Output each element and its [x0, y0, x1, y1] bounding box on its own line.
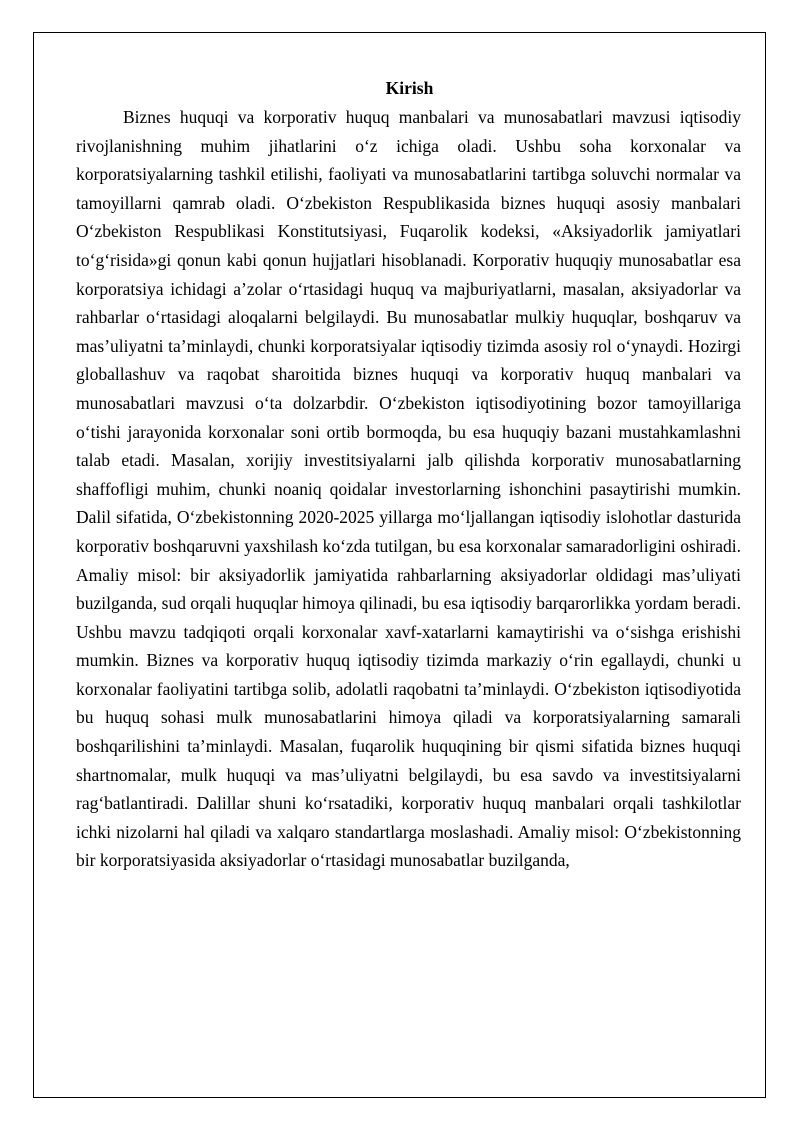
document-body: [76, 74, 741, 875]
intro-paragraph: Biznes huquqi va korporativ huquq manbalari va munosabatlari mavzusi iqtisodiy rivojlanishning muhim jihatlarini o‘z ichiga oladi. Ushbu soha korxonalar va korporatsiyalarning tashkil etilishi, faoliyati va munosabatlarini tartibga soluvchi normalar va tamoyillarni qamrab oladi. O‘zbekiston Respublikasida biznes huquqi asosiy manbalari O‘zbekiston Respublikasi Konstitutsiyasi, Fuqarolik kodeksi, «Aksiyadorlik jamiyatlari to‘g‘risida»gi qonun kabi qonun hujjatlari hisoblanadi. Korporativ huquqiy munosabatlar esa korporatsiya ichidagi a’zolar o‘rtasidagi huquq va majburiyatlarni, masalan, aksiyadorlar va rahbarlar o‘rtasidagi aloqalarni belgilaydi. Bu munosabatlar mulkiy huquqlar, boshqaruv va mas’uliyatni ta’minlaydi, chunki korporatsiyalar iqtisodiy tizimda asosiy rol o‘ynaydi. Hozirgi globallashuv va raqobat sharoitida biznes huquqi va korporativ huquq manbalari va munosabatlari mavzusi o‘ta dolzarbdir. O‘zbekiston iqtisodiyotining bozor tamoyillariga o‘tishi jarayonida korxonalar soni ortib bormoqda, bu esa huquqiy bazani mustahkamlashni talab etadi. Masalan, xorijiy investitsiyalarni jalb qilishda korporativ munosabatlarning shaffofligi muhim, chunki noaniq qoidalar investorlarning ishonchini pasaytirishi mumkin. Dalil sifatida, O‘zbekistonning 2020-2025 yillarga mo‘ljallangan iqtisodiy islohotlar dasturida korporativ boshqaruvni yaxshilash ko‘zda tutilgan, bu esa korxonalar samaradorligini oshiradi. Amaliy misol: bir aksiyadorlik jamiyatida rahbarlarning aksiyadorlar oldidagi mas’uliyati buzilganda, sud orqali huquqlar himoya qilinadi, bu esa iqtisodiy barqarorlikka yordam beradi. Ushbu mavzu tadqiqoti orqali korxonalar xavf-xatarlarni kamaytirishi va o‘sishga erishishi mumkin. Biznes va korporativ huquq iqtisodiy tizimda markaziy o‘rin egallaydi, chunki u korxonalar faoliyatini tartibga solib, adolatli raqobatni ta’minlaydi. O‘zbekiston iqtisodiyotida bu huquq sohasi mulk munosabatlarini himoya qiladi va korporatsiyalarning samarali boshqarilishini ta’minlaydi. Masalan, fuqarolik huquqining bir qismi sifatida biznes huquqi shartnomalar, mulk huquqi va mas’uliyatni belgilaydi, bu esa savdo va investitsiyalarni rag‘batlantiradi. Dalillar shuni ko‘rsatadiki, korporativ huquq manbalari orqali tashkilotlar ichki nizolarni hal qiladi va xalqaro standartlarga moslashadi. Amaliy misol: O‘zbekistonning bir korporatsiyasida aksiyadorlar o‘rtasidagi munosabatlar buzilganda,: [76, 107, 741, 871]
document-title: Kirish: [385, 78, 434, 98]
